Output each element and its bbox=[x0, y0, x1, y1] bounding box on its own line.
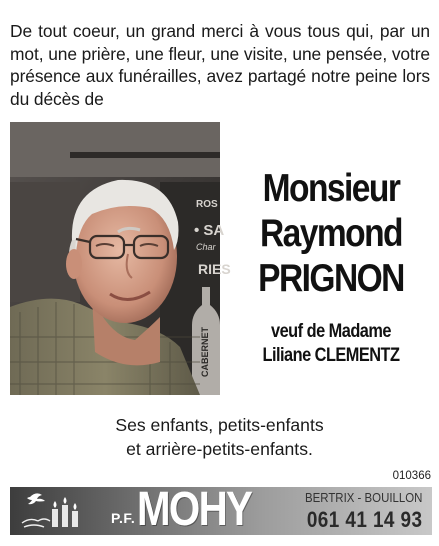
deceased-name bbox=[226, 166, 436, 301]
family-line-1: Ses enfants, petits-enfants bbox=[115, 415, 324, 435]
sign-text-2: • SA bbox=[194, 222, 225, 239]
bottle-label: CABERNET bbox=[200, 326, 210, 377]
sign-text-1: ROS bbox=[196, 199, 218, 210]
company-cities: BERTRIX - BOUILLON bbox=[304, 490, 422, 505]
deceased-title: Monsieur bbox=[262, 167, 400, 210]
widow-info bbox=[226, 320, 436, 368]
widow-line-1: veuf de Madame bbox=[271, 321, 391, 342]
sign-text-3: Char bbox=[196, 242, 216, 252]
dove-candles-logo-icon bbox=[12, 487, 92, 535]
company-name: MOHY bbox=[137, 483, 252, 536]
deceased-photo bbox=[10, 122, 231, 395]
company-phone: 061 41 14 93 bbox=[306, 507, 422, 532]
widow-line-2: Liliane CLEMENTZ bbox=[262, 345, 400, 366]
intro-text: De tout coeur, un grand merci à vous tous qui, par un mot, une prière, une fleur, une visite, une pensée, votre présence aux funérailles, avez partagé notre peine lors du décès de bbox=[10, 21, 430, 109]
sign-text-4: RIES bbox=[198, 261, 231, 277]
deceased-last-name: PRIGNON bbox=[258, 257, 404, 300]
deceased-first-name: Raymond bbox=[260, 212, 402, 255]
reference-number: 010366 bbox=[392, 470, 431, 482]
pf-label: P.F. bbox=[111, 510, 136, 526]
funeral-home-banner bbox=[10, 483, 432, 536]
family-line-2: et arrière-petits-enfants. bbox=[126, 439, 313, 459]
family-signature bbox=[0, 413, 439, 461]
